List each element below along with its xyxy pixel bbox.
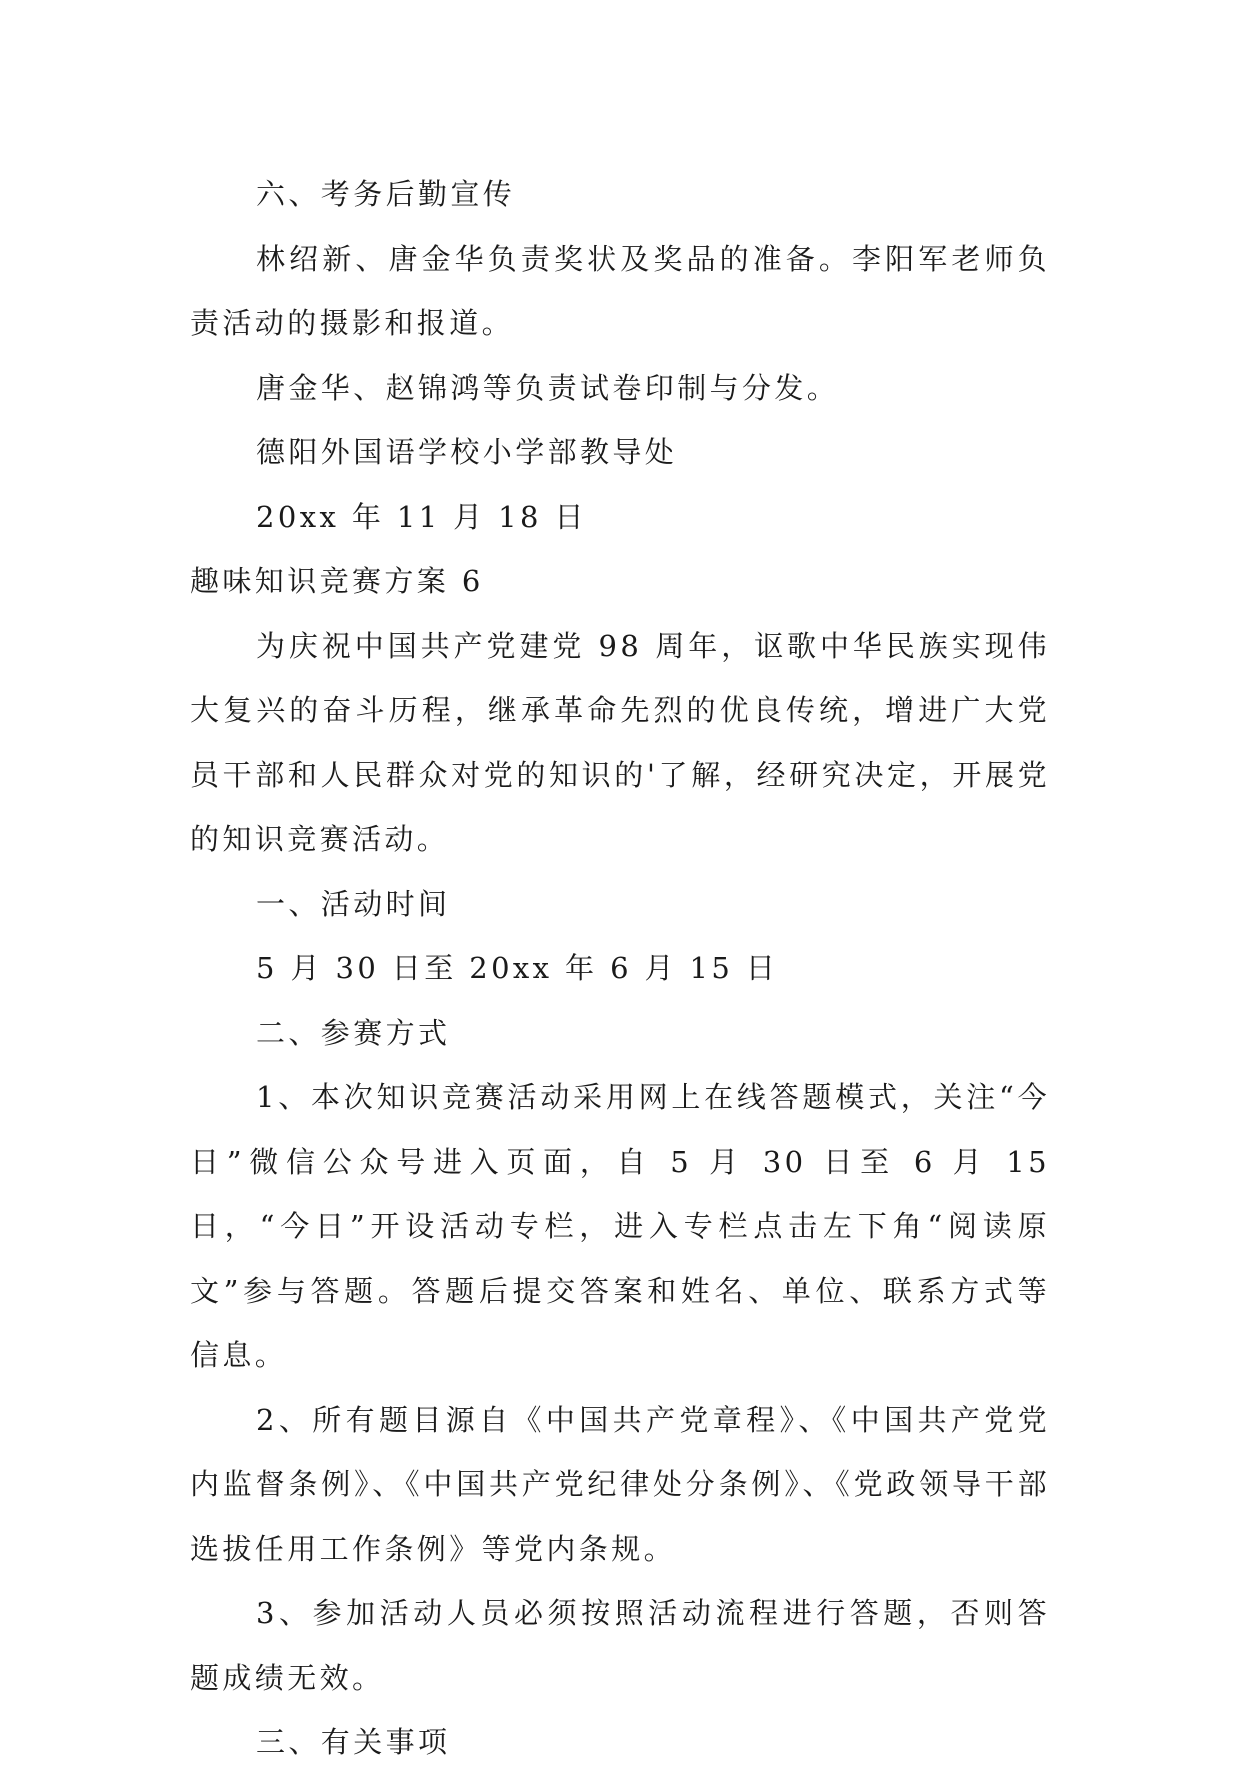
section-heading-matters: 三、有关事项	[256, 1725, 451, 1759]
section-heading-time: 一、活动时间	[256, 886, 451, 921]
signature-office: 德阳外国语学校小学部教导处	[256, 435, 678, 469]
paragraph-intro: 为庆祝中国共产党建党 98 周年，讴歌中华民族实现伟大复兴的奋斗历程，继承革命先烈的优良传统，增进广大党员干部和人民群众对党的知识的'了解，经研究决定，开展党的知识竞赛活动。	[190, 628, 1050, 856]
paragraph-paper-printing: 唐金华、赵锦鸿等负责试卷印制与分发。	[256, 370, 840, 405]
signature-date: 20xx 年 11 月 18 日	[256, 499, 587, 534]
paragraph-method-2: 2、所有题目源自《中国共产党章程》、《中国共产党党内监督条例》、《中国共产党纪律处分条例》、《党政领导干部选拔任用工作条例》等党内条规。	[190, 1402, 1050, 1566]
paragraph-awards-prep: 林绍新、唐金华负责奖状及奖品的准备。李阳军老师负责活动的摄影和报道。	[190, 241, 1050, 340]
document-body	[190, 162, 1050, 1775]
paragraph-method-1: 1、本次知识竞赛活动采用网上在线答题模式，关注“今日”微信公众号进入页面，自 5 月 30 日至 6 月 15 日，“今日”开设活动专栏，进入专栏点击左下角“阅读原文”参与答题。答题后提交答案和姓名、单位、联系方式等信息。	[190, 1080, 1050, 1372]
document-title: 趣味知识竞赛方案 6	[190, 564, 484, 598]
paragraph-time-range: 5 月 30 日至 20xx 年 6 月 15 日	[256, 951, 779, 985]
section-heading-logistics: 六、考务后勤宣传	[256, 177, 516, 211]
section-heading-method: 二、参赛方式	[256, 1015, 451, 1050]
paragraph-method-3: 3、参加活动人员必须按照活动流程进行答题，否则答题成绩无效。	[190, 1596, 1050, 1695]
